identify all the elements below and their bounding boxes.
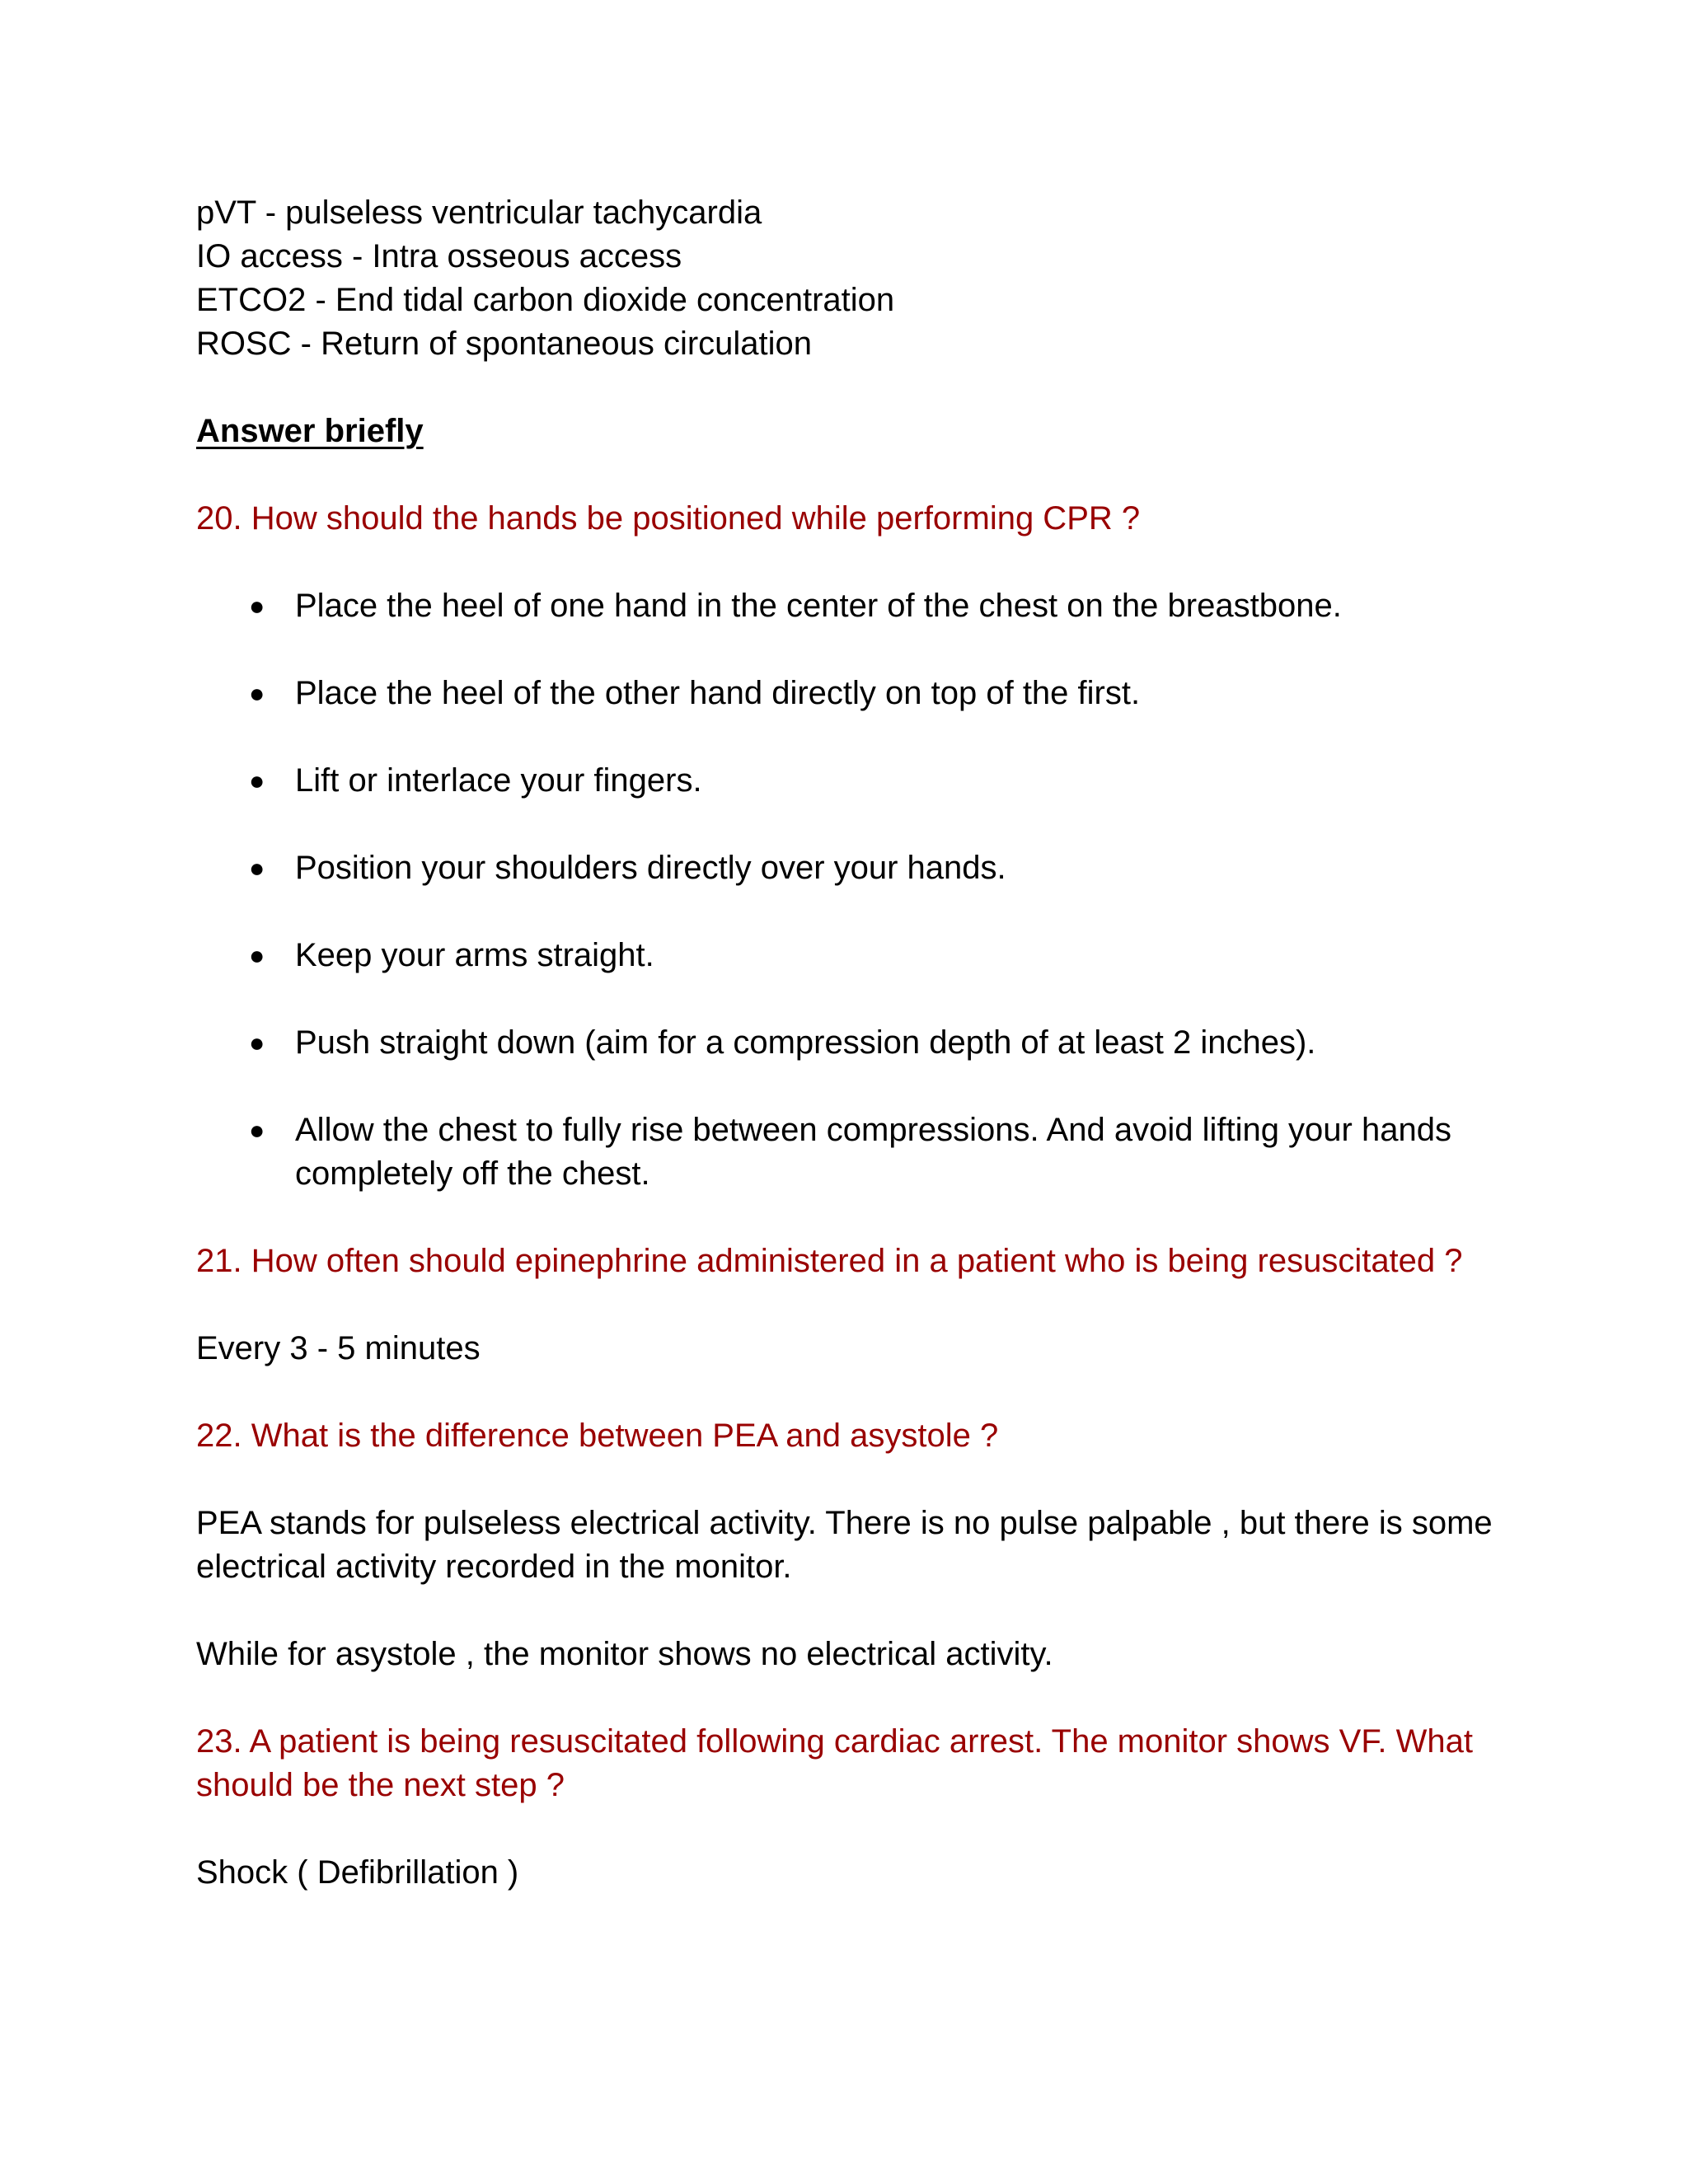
abbreviation-list (196, 191, 1515, 366)
bullet-icon: ● (249, 940, 265, 970)
bullet-text: Lift or interlace your fingers. (295, 762, 702, 799)
bullet-text: Position your shoulders directly over your hands. (295, 850, 1006, 886)
bullet-text: Place the heel of the other hand directly on top of the first. (295, 675, 1141, 711)
question-23: 23. A patient is being resuscitated following cardiac arrest. The monitor shows VF. What should be the next step ? (196, 1723, 1473, 1803)
abbreviation-rosc: ROSC - Return of spontaneous circulation (196, 326, 813, 362)
bullet-item (196, 1108, 1515, 1196)
answer-21: Every 3 - 5 minutes (196, 1330, 481, 1366)
question-21: 21. How often should epinephrine administered in a patient who is being resuscitated ? (196, 1243, 1463, 1279)
bullet-text: Keep your arms straight. (295, 937, 654, 973)
bullet-icon: ● (249, 1115, 265, 1145)
bullet-item (196, 672, 1515, 715)
bullet-item (196, 934, 1515, 977)
bullet-item (196, 584, 1515, 628)
abbreviation-io-access: IO access - Intra osseous access (196, 238, 682, 274)
abbreviation-pvt: pVT - pulseless ventricular tachycardia (196, 194, 762, 231)
bullet-icon: ● (249, 591, 265, 621)
answer-23: Shock ( Defibrillation ) (196, 1854, 519, 1891)
abbreviation-etco2: ETCO2 - End tidal carbon dioxide concentration (196, 282, 895, 318)
question-20-bullet-list (196, 584, 1515, 1196)
bullet-item (196, 846, 1515, 890)
document-page (196, 191, 1515, 1895)
question-20: 20. How should the hands be positioned while performing CPR ? (196, 500, 1141, 537)
bullet-text: Push straight down (aim for a compression depth of at least 2 inches). (295, 1024, 1316, 1061)
bullet-text: Allow the chest to fully rise between compressions. And avoid lifting your hands completely off the chest. (295, 1112, 1451, 1192)
bullet-icon: ● (249, 1028, 265, 1057)
bullet-item (196, 759, 1515, 803)
bullet-icon: ● (249, 853, 265, 883)
bullet-text: Place the heel of one hand in the center of the chest on the breastbone. (295, 588, 1342, 624)
bullet-icon: ● (249, 678, 265, 708)
question-22: 22. What is the difference between PEA and asystole ? (196, 1418, 999, 1454)
bullet-icon: ● (249, 766, 265, 795)
answer-22-paragraph-1: PEA stands for pulseless electrical activity. There is no pulse palpable , but there is some electrical activity recorded in the monitor. (196, 1505, 1493, 1585)
bullet-item (196, 1021, 1515, 1065)
answer-22-paragraph-2: While for asystole , the monitor shows no electrical activity. (196, 1636, 1053, 1672)
section-heading: Answer briefly (196, 413, 424, 449)
